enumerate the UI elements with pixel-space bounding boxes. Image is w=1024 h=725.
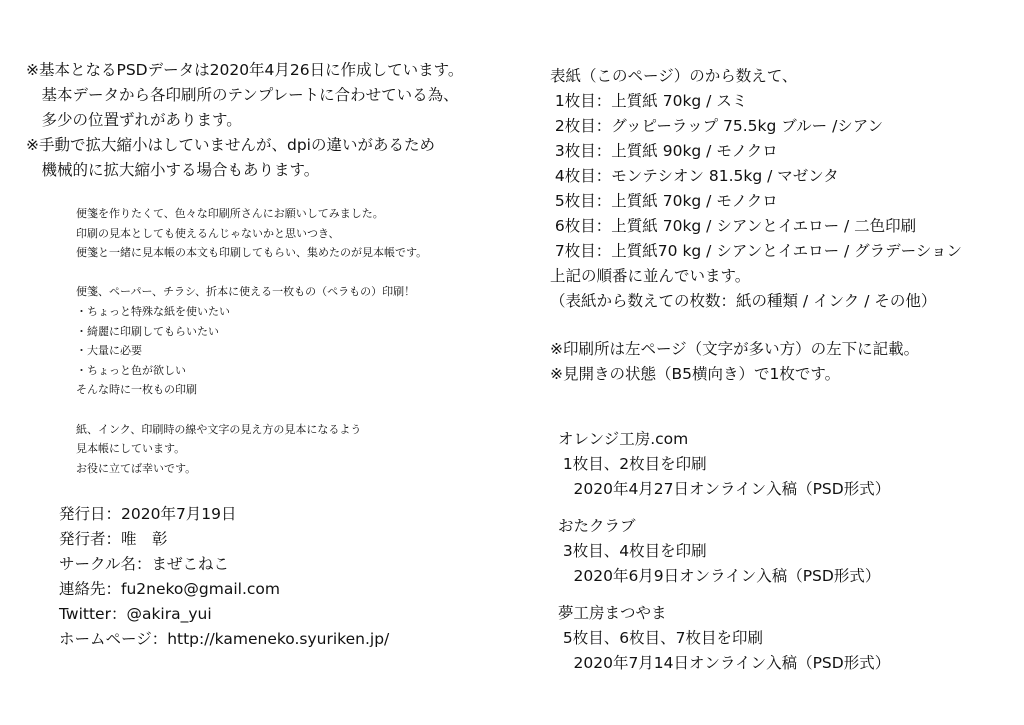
- printer-gap: [558, 502, 890, 514]
- sheet-item: 3枚目：上質紙 90kg / モノクロ: [550, 142, 778, 160]
- colophon-publisher: 発行者：唯 彰: [59, 530, 168, 548]
- colophon: [59, 502, 389, 652]
- note-line: 基本データから各印刷所のテンプレートに合わせている為、: [26, 86, 459, 104]
- note-line: ※手動で拡大縮小はしていませんが、dpiの違いがあるため: [26, 136, 435, 154]
- intro-line: ・ちょっと色が欲しい: [76, 363, 186, 377]
- sheet-list-intro: 表紙（このページ）のから数えて、: [550, 67, 798, 85]
- intro-line: ・大量に必要: [76, 344, 142, 358]
- intro-text: [76, 204, 427, 478]
- printer-pages: 1枚目、2枚目を印刷: [558, 455, 707, 473]
- colophon-homepage: ホームページ：http://kameneko.syuriken.jp/: [59, 630, 390, 648]
- sheet-item: 7枚目：上質紙70 kg / シアンとイエロー / グラデーション: [550, 242, 963, 260]
- colophon-circle: サークル名：まぜこねこ: [59, 555, 230, 573]
- intro-line: 便箋を作りたくて、色々な印刷所さんにお願いしてみました。: [76, 207, 384, 220]
- intro-line: お役に立てば幸いです。: [76, 461, 197, 475]
- intro-line: そんな時に一枚もの印刷: [76, 383, 197, 397]
- production-notes: [26, 58, 463, 183]
- sheet-item: 5枚目：上質紙 70kg / モノクロ: [550, 192, 778, 210]
- intro-line: 紙、インク、印刷時の線や文字の見え方の見本になるよう: [76, 422, 362, 436]
- note-line: ※印刷所は左ページ（文字が多い方）の左下に記載。: [550, 340, 920, 358]
- printer-list: [558, 427, 890, 676]
- intro-line: ・綺麗に印刷してもらいたい: [76, 324, 219, 338]
- intro-line: ・ちょっと特殊な紙を使いたい: [76, 304, 230, 318]
- colophon-twitter: Twitter：@akira_yui: [59, 605, 212, 623]
- intro-line: 見本帳にしています。: [76, 442, 186, 456]
- note-line: 多少の位置ずれがあります。: [26, 111, 242, 129]
- note-line: ※基本となるPSDデータは2020年4月26日に作成しています。: [26, 61, 464, 79]
- printer-name: オレンジ工房.com: [558, 430, 689, 448]
- note-line: ※見開きの状態（B5横向き）で1枚です。: [550, 365, 841, 383]
- printer-date: 2020年4月27日オンライン入稿（PSD形式）: [558, 480, 891, 498]
- printer-pages: 3枚目、4枚目を印刷: [558, 542, 707, 560]
- printer-name: おたクラブ: [558, 517, 636, 535]
- sheet-list: [550, 64, 962, 314]
- printer-date: 2020年7月14日オンライン入稿（PSD形式）: [558, 654, 891, 672]
- printer-notes: [550, 337, 919, 387]
- intro-line: 便箋と一緒に見本帳の本文も印刷してもらい、集めたのが見本帳です。: [76, 246, 428, 260]
- note-line: 機械的に拡大縮小する場合もあります。: [26, 161, 320, 179]
- sheet-item: 6枚目：上質紙 70kg / シアンとイエロー / 二色印刷: [550, 217, 917, 235]
- colophon-contact: 連絡先：fu2neko@gmail.com: [59, 580, 280, 598]
- colophon-date: 発行日：2020年7月19日: [59, 505, 237, 523]
- paragraph-gap: [76, 263, 427, 283]
- paragraph-gap: [76, 400, 427, 420]
- sheet-item: 1枚目：上質紙 70kg / スミ: [550, 92, 748, 110]
- intro-line: 印刷の見本としても使えるんじゃないかと思いつき、: [76, 226, 340, 240]
- sheet-list-legend: （表紙から数えての枚数：紙の種類 / インク / その他）: [550, 292, 937, 310]
- printer-name: 夢工房まつやま: [558, 604, 667, 622]
- printer-date: 2020年6月9日オンライン入稿（PSD形式）: [558, 567, 881, 585]
- printer-pages: 5枚目、6枚目、7枚目を印刷: [558, 629, 764, 647]
- sheet-item: 4枚目：モンテシオン 81.5kg / マゼンタ: [550, 167, 839, 185]
- intro-line: 便箋、ペーパー、チラシ、折本に使える一枚もの（ペラもの）印刷！: [76, 285, 416, 299]
- sheet-item: 2枚目：グッピーラップ 75.5kg ブルー /シアン: [550, 117, 884, 135]
- sheet-list-note: 上記の順番に並んでいます。: [550, 267, 751, 285]
- printer-gap: [558, 589, 890, 601]
